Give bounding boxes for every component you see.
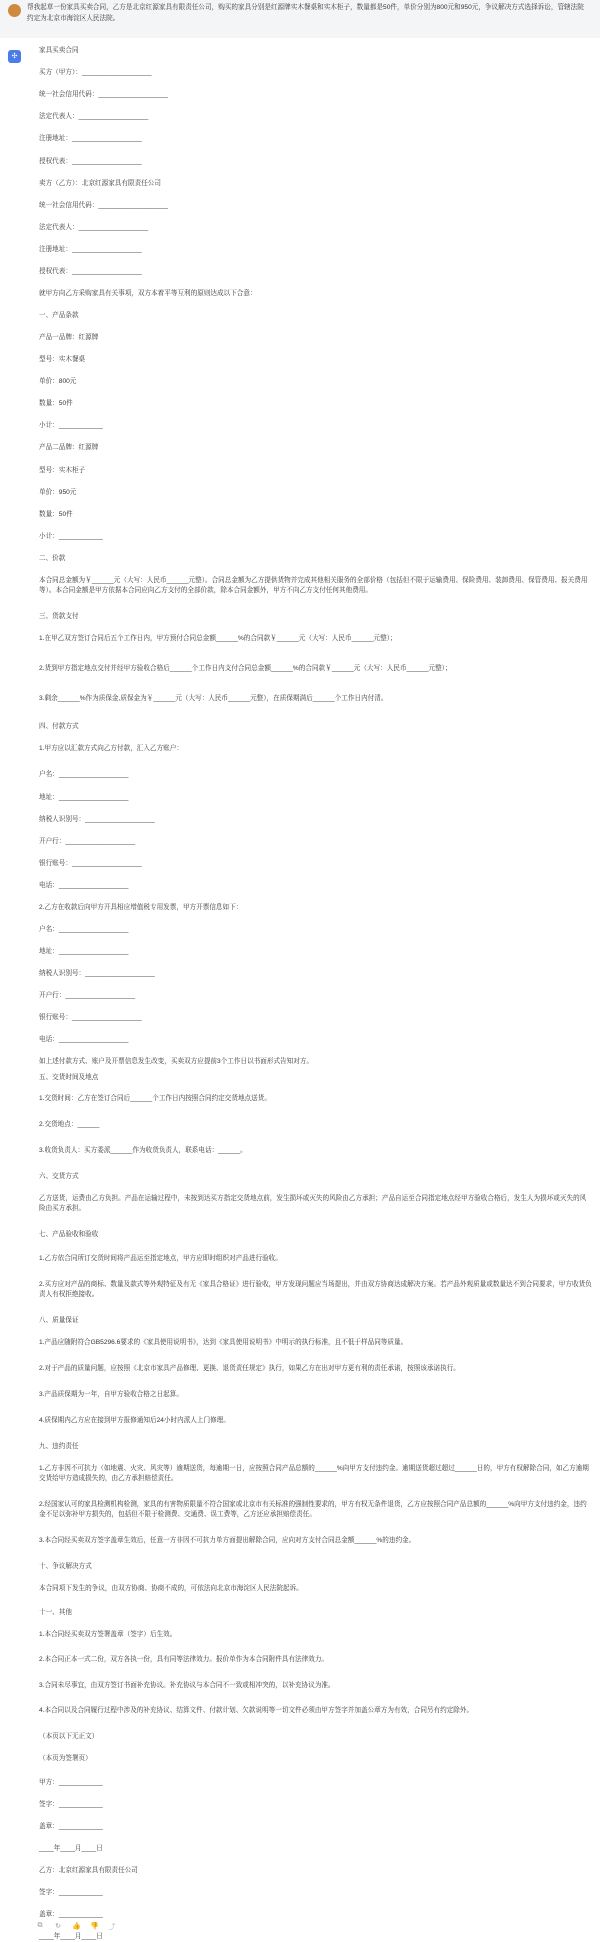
contract-line: 银行账号：___________________ (39, 1014, 142, 1021)
contract-line: 4.本合同以及合同履行过程中涉及的补充协议、结算文件、付款计划、欠款说明等一切文件必须由甲方签字并加盖公章方为有效，合同另有约定除外。 (39, 1707, 474, 1714)
contract-line: 授权代表：___________________ (39, 158, 142, 165)
contract-document (39, 46, 592, 1942)
contract-line: 开户行：___________________ (39, 992, 136, 999)
contract-line: 十一、其他 (39, 1609, 72, 1616)
contract-line: 授权代表：___________________ (39, 268, 142, 275)
copy-icon[interactable]: ⧉ (37, 1922, 43, 1929)
contract-line: 八、质量保证 (39, 1317, 79, 1324)
contract-line: 四、付款方式 (39, 723, 79, 730)
contract-line: （本页为签署页） (39, 1755, 92, 1762)
contract-line: 型号：实木柜子 (39, 467, 86, 474)
contract-line: 盖章：____________ (39, 1823, 103, 1830)
contract-line: 统一社会信用代码：___________________ (39, 91, 169, 98)
contract-line: 电话：___________________ (39, 882, 129, 889)
contract-line: 1.乙方依合同所订交货时间将产品运至指定地点，甲方应即时组织对产品进行验收。 (39, 1255, 282, 1262)
contract-line: 法定代表人：___________________ (39, 113, 149, 120)
contract-line: 本合同总金额为￥______元（大写：人民币______元整）。合同总金额为乙方提供货物并完成其他相关服务的全部价格（包括但不限于运输费用、保险费用、装卸费用、保管费用、报关费用等）。本合同金额是甲方依据本合同应向乙方支付的全部价款，除本合同金额外，甲方不向乙方支付任何其他费用。 (39, 577, 588, 594)
contract-line: 3.收货负责人：买方委派______作为收货负责人，联系电话：______。 (39, 1147, 247, 1154)
contract-line: 户名：___________________ (39, 771, 129, 778)
contract-line: 统一社会信用代码：___________________ (39, 202, 169, 209)
contract-line: 地址：___________________ (39, 794, 129, 801)
contract-line: 数量：50件 (39, 511, 73, 518)
contract-line: 2.交货地点：______ (39, 1121, 100, 1128)
contract-line: 开户行：___________________ (39, 838, 136, 845)
contract-line: 小计：____________ (39, 533, 103, 540)
contract-line: 二、价款 (39, 555, 66, 562)
contract-line: （本页以下无正文） (39, 1733, 99, 1740)
contract-line: 家具买卖合同 (39, 47, 79, 54)
contract-line: 1.本合同经买卖双方签署盖章（签字）后生效。 (39, 1631, 177, 1638)
contract-line: 七、产品验收和验收 (39, 1231, 99, 1238)
contract-line: 1.交货时间：乙方在签订合同后______个工作日内按照合同约定交货地点送货。 (39, 1095, 271, 1102)
contract-line: 卖方（乙方）：北京红源家具有限责任公司 (39, 180, 161, 187)
user-message-row (0, 0, 600, 38)
thumbs-down-icon[interactable]: 👎 (90, 1923, 99, 1930)
contract-line: 纳税人识别号：___________________ (39, 970, 155, 977)
contract-line: 五、交货时间及地点 (39, 1074, 99, 1081)
contract-line: 十、争议解决方式 (39, 1563, 92, 1570)
contract-line: 2.乙方在收款后向甲方开具相应增值税专用发票，甲方开票信息如下： (39, 904, 243, 911)
contract-line: 盖章：____________ (39, 1911, 103, 1918)
contract-line: 如上述付款方式、账户及开票信息发生改变，买卖双方应提前3个工作日以书面形式告知对方。 (39, 1058, 314, 1065)
contract-line: 2.对于产品的质量问题，应按照《北京市家具产品修理、更换、退货责任规定》执行，如果乙方在出对甲方更有利的责任承诺，按照该承诺执行。 (39, 1365, 460, 1372)
contract-line: 银行账号：___________________ (39, 860, 142, 867)
contract-line: 1.乙方非因不可抗力（如地震、火灾、风灾等）逾期送货，每逾期一日，应按照合同产品总额的______%向甲方支付违约金。逾期送货超过超过______日的，甲方有权解除合同，如乙方逾期交货给甲方造成损失的，由乙方承担赔偿责任。 (39, 1465, 589, 1482)
contract-line: 买方（甲方）：___________________ (39, 69, 152, 76)
share-icon[interactable]: ⤴ (108, 1924, 116, 1931)
message-actions (36, 1922, 116, 1932)
contract-line: ____年____月____日 (39, 1845, 103, 1852)
contract-line: 甲方：____________ (39, 1779, 103, 1786)
contract-line: 本合同项下发生的争议，由双方协商、协商不成的，可依法向北京市海淀区人民法院起诉。 (39, 1585, 303, 1592)
contract-line: 2.买方应对产品的商标、数量及款式等外观特征及有无《家具合格证》进行验收，甲方发现问题应当场提出，并由双方协商达成解决方案。若产品外观质量或数量达不到合同要求，甲方收货负责人有权拒绝接收。 (39, 1281, 592, 1298)
contract-line: 注册地址：___________________ (39, 246, 142, 253)
contract-line: 地址：___________________ (39, 948, 129, 955)
contract-line: 签字：____________ (39, 1801, 103, 1808)
contract-line: 1.产品应随附符合GB5296.6要求的《家具使用说明书》，达到《家具使用说明书》中明示的执行标准，且不低于样品同等质量。 (39, 1339, 408, 1346)
contract-line: 纳税人识别号：___________________ (39, 816, 155, 823)
user-message-text: 帮我起草一份家具买卖合同，乙方是北京红源家具有限责任公司，购买的家具分别是红源牌实木餐桌和实木柜子，数量都是50件，单价分别为800元和950元，争议解决方式选择诉讼，管辖法院约定为北京市海淀区人民法院。 (27, 4, 584, 22)
contract-line: 3.剩余______%作为质保金,质保金为￥______元（大写：人民币______元整），在质保期满后______个工作日内付清。 (39, 695, 388, 702)
contract-line: 注册地址：___________________ (39, 135, 142, 142)
contract-line: 产品一品牌：红源牌 (39, 334, 99, 341)
contract-line: 型号：实木餐桌 (39, 356, 86, 363)
contract-line: 九、违约责任 (39, 1443, 79, 1450)
contract-line: 单价：950元 (39, 489, 77, 496)
contract-line: 法定代表人：___________________ (39, 224, 149, 231)
contract-line: 签字：____________ (39, 1889, 103, 1896)
contract-line: 1.甲方应以汇款方式向乙方付款，汇入乙方账户： (39, 745, 183, 752)
assistant-message-row (0, 38, 600, 1942)
contract-line: 户名：___________________ (39, 926, 129, 933)
contract-line: ____年____月____日 (39, 1933, 103, 1940)
contract-line: 数量：50件 (39, 400, 73, 407)
refresh-icon[interactable]: ↻ (55, 1923, 61, 1930)
assistant-avatar-icon: ✣ (8, 50, 21, 63)
contract-line: 4.质保期内乙方应在接到甲方报修通知后24小时内派人上门修理。 (39, 1417, 230, 1424)
contract-line: 3.本合同经买卖双方签字盖章生效后，任意一方非因不可抗力单方面提出解除合同，应向对方支付合同总金额______%的违约金。 (39, 1537, 416, 1544)
user-avatar (8, 4, 21, 17)
contract-line: 一、产品条款 (39, 312, 79, 319)
contract-line: 乙方：北京红源家具有限责任公司 (39, 1867, 138, 1874)
contract-line: 2.本合同正本一式二份，双方各执一份，具有同等法律效力。报价单作为本合同附件具有法律效力。 (39, 1656, 329, 1663)
contract-line: 三、货款支付 (39, 613, 79, 620)
contract-line: 就甲方向乙方采购家具有关事项，双方本着平等互利的原则达成以下合意： (39, 290, 257, 297)
contract-line: 2.经国家认可的家具检测机构检测，家具的有害物质限量不符合国家或北京市有关标准的强制性要求的，甲方有权无条件退货，乙方应按照合同产品总额的______%向甲方支付违约金，违约金不足以弥补甲方损失的，包括但不限于检测费、交通费、误工费等，乙方还应承担赔偿责任。 (39, 1501, 587, 1518)
contract-line: 乙方送货，运费由乙方负担。产品在运输过程中，未按到达买方指定交货地点前，发生损坏或灭失的风险由乙方承担；产品自运至合同指定地点经甲方验收合格后，发生人为损坏或灭失的风险由买方承担。 (39, 1195, 587, 1212)
contract-line: 小计：____________ (39, 422, 103, 429)
thumbs-up-icon[interactable]: 👍 (72, 1923, 81, 1930)
contract-line: 3.合同未尽事宜，由双方签订书面补充协议。补充协议与本合同不一致或相冲突的，以补充协议为准。 (39, 1682, 335, 1689)
contract-line: 1.在甲乙双方签订合同后五个工作日内，甲方预付合同总金额______%的合同款￥______元（大写：人民币______元整）； (39, 635, 397, 642)
contract-line: 2.货到甲方指定地点交付并经甲方验收合格后______个工作日内支付合同总金额______%的合同款￥______元（大写：人民币______元整）； (39, 665, 452, 672)
contract-line: 电话：___________________ (39, 1036, 129, 1043)
contract-line: 产品二品牌：红源牌 (39, 444, 99, 451)
contract-line: 单价：800元 (39, 378, 77, 385)
contract-line: 六、交货方式 (39, 1173, 79, 1180)
contract-line: 3.产品质保期为一年，自甲方验收合格之日起算。 (39, 1391, 183, 1398)
